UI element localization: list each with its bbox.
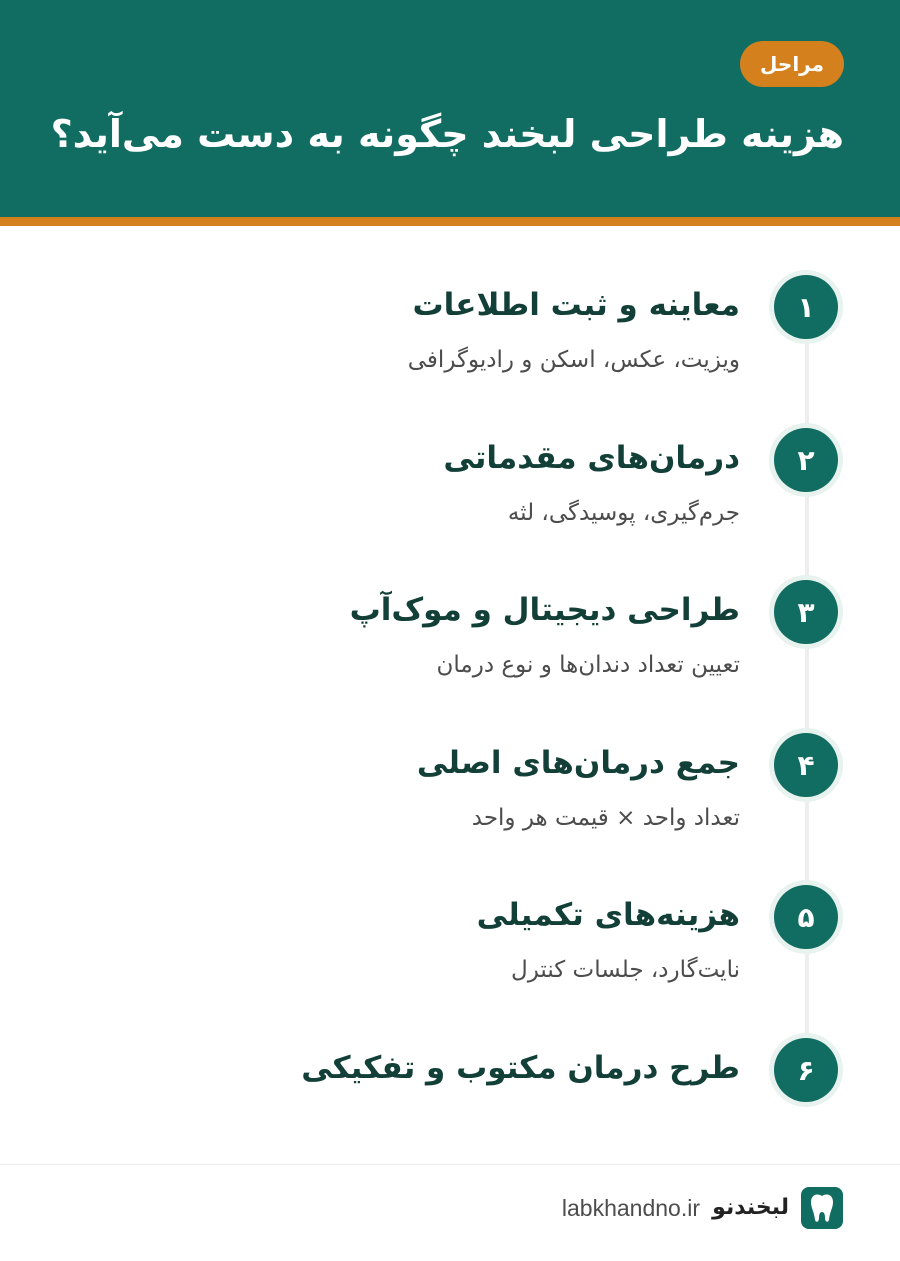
- page-footer: [0, 1164, 900, 1261]
- step-description: تعداد واحد × قیمت هر واحد: [471, 805, 740, 831]
- step-title: درمان‌های مقدماتی: [443, 440, 740, 476]
- step-item: [0, 275, 900, 415]
- step-item: [0, 580, 900, 720]
- step-number: ۲: [774, 428, 838, 492]
- step-item: [0, 428, 900, 568]
- step-number: ۳: [774, 580, 838, 644]
- step-item: [0, 885, 900, 1025]
- step-title: طراحی دیجیتال و موک‌آپ: [349, 592, 740, 628]
- step-number: ۱: [774, 275, 838, 339]
- step-title: جمع درمان‌های اصلی: [416, 745, 740, 781]
- step-item: [0, 1038, 900, 1178]
- step-description: تعیین تعداد دندان‌ها و نوع درمان: [436, 652, 740, 678]
- step-description: نایت‌گارد، جلسات کنترل: [511, 957, 740, 983]
- tooth-icon: [801, 1187, 843, 1229]
- step-number: ۵: [774, 885, 838, 949]
- page-header: [0, 0, 900, 226]
- brand-name: لبخندنو: [712, 1195, 789, 1220]
- step-description: جرم‌گیری، پوسیدگی، لثه: [507, 500, 740, 526]
- step-number: ۴: [774, 733, 838, 797]
- step-description: ویزیت، عکس، اسکن و رادیوگرافی: [407, 347, 740, 373]
- step-title: هزینه‌های تکمیلی: [476, 897, 740, 933]
- step-title: طرح درمان مکتوب و تفکیکی: [301, 1050, 740, 1086]
- step-number: ۶: [774, 1038, 838, 1102]
- step-item: [0, 733, 900, 873]
- page-title: هزینه طراحی لبخند چگونه به دست می‌آید؟: [50, 112, 844, 156]
- section-badge: مراحل: [740, 41, 844, 87]
- step-title: معاینه و ثبت اطلاعات: [412, 287, 740, 323]
- site-url[interactable]: labkhandno.ir: [561, 1195, 700, 1221]
